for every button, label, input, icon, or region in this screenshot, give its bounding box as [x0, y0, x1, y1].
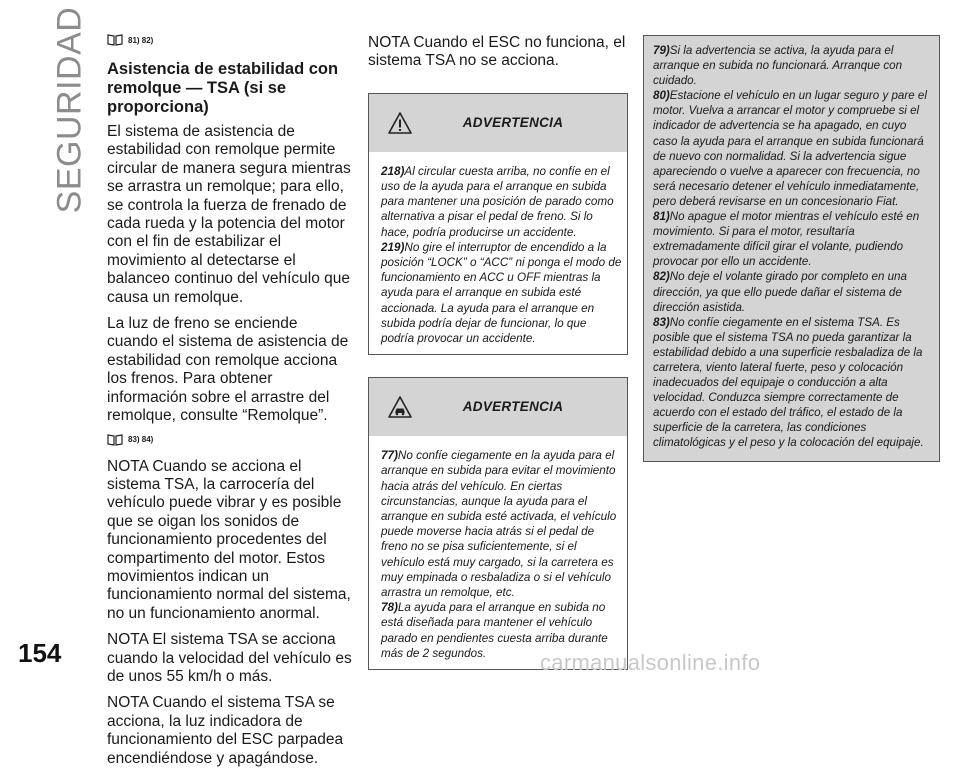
warning-item-number: 219): [381, 240, 405, 254]
warning-title: ADVERTENCIA: [462, 114, 564, 130]
warning-content: [369, 152, 627, 354]
watermark-text: carmanualsonline.info: [540, 650, 761, 675]
warning-item: [381, 240, 622, 346]
book-icon: [107, 34, 123, 46]
warning-box: [368, 377, 628, 670]
note-item: [653, 43, 933, 88]
note-item-text: No deje el volante girado por completo en una dirección, ya que ello puede dañar el sistema de dirección asistida.: [653, 270, 907, 314]
warning-content: [369, 436, 627, 669]
note-item: [653, 315, 933, 451]
note-item-text: Si la advertencia se activa, la ayuda para el arranque en subida no funcionará. Arranque con cuidado.: [653, 44, 903, 88]
note-item-number: 83): [653, 315, 670, 329]
section-heading: Asistencia de estabilidad con remolque — TSA (si se proporciona): [107, 60, 339, 116]
note-paragraph: NOTA Cuando el sistema TSA se acciona, la luz indicadora de funcionamiento del ESC parpadea encendiéndose y apagándose.: [107, 694, 344, 767]
column-1: [107, 34, 352, 776]
warning-header: [369, 94, 627, 152]
warning-item-number: 218): [381, 164, 405, 178]
note-item: [653, 269, 933, 314]
column-2: [368, 34, 628, 670]
column-3: [643, 35, 940, 462]
warning-item: [381, 164, 622, 240]
note-item-number: 82): [653, 270, 670, 284]
note-item: [653, 88, 933, 209]
page-number: 154: [18, 638, 62, 668]
warning-box: [368, 93, 628, 355]
note-item-text: No apague el motor mientras el vehículo esté en movimiento. Si para el motor, resultaría extremadamente difícil girar el volante, pudiendo provocar por ello un accidente.: [653, 210, 920, 269]
warning-item-number: 78): [381, 601, 398, 615]
note-item-text: Estacione el vehículo en un lugar seguro y pare el motor. Vuelva a arrancar el motor y compruebe si el indicador de advertencia se ha apagado, en cuyo caso la ayuda para el arranque en subida funcionará de nuevo con normalidad. Si la advertencia sigue apareciendo o vuelve a aparecer con frecuencia, no será necesario detener el vehículo inmediatamente, pero deberá revisarse en un concesionario Fiat.: [653, 89, 927, 208]
reference-marker-mid: [107, 434, 352, 446]
paragraph: La luz de freno se enciende cuando el sistema de asistencia de estabilidad con remolque acciona los frenos. Para obtener información sobre el arrastre del remolque, consulte “Remolque”.: [107, 315, 349, 425]
warning-item-text: Al circular cuesta arriba, no confíe en el uso de la ayuda para el arranque en subida para mantener una posición de parado como alternativa a pisar el pedal de freno. Si lo hace, podría producirse un accidente.: [381, 164, 614, 239]
note-item-number: 79): [653, 44, 670, 57]
note-paragraph: NOTA Cuando se acciona el sistema TSA, la carrocería del vehículo puede vibrar y es posible que se oigan los sonidos de funcionamiento procedentes del compartimento del motor. Estos movimientos indican un funcionamiento normal del sistema, no un funcionamiento anormal.: [107, 457, 351, 622]
book-icon: [107, 434, 123, 446]
warning-item-text: No confíe ciegamente en la ayuda para el arranque en subida para evitar el movimiento hacia atrás del vehículo. En ciertas circunstancias, aunque la ayuda para el arranque en subida esté activada, el vehículo puede moverse hacia atrás si el pedal de freno no se pisa suficientemente, si el vehículo está muy cargado, si la carretera es muy empinada o resbaladiza o si el vehículo arrastra un remolque, etc.: [381, 449, 617, 600]
reference-numbers: 81) 82): [128, 35, 154, 45]
warning-item-number: 77): [381, 449, 398, 463]
paragraph: El sistema de asistencia de estabilidad con remolque permite circular de manera segura mientras se arrastra un remolque; para ello, se controla la fuerza de frenado de cada rueda y la potencia del motor con el fin de estabilizar el movimiento al detectarse el balanceo continuo del vehículo que causa un remolque.: [107, 123, 351, 306]
warning-item: [381, 448, 622, 600]
note-item-number: 80): [653, 89, 670, 103]
warning-item-text: La ayuda para el arranque en subida no está diseñada para mantener el vehículo parado en pendientes cuesta arriba durante más de 2 segundos.: [381, 601, 608, 660]
warning-item-text: No gire el interruptor de encendido a la posición “LOCK” o “ACC” ni ponga el modo de funcionamiento en ACC u OFF mientras la ayuda para el arranque en subida esté accionada. La ayuda para el arranque en subida podría dejar de funcionar, lo que podría provocar un accidente.: [381, 240, 622, 346]
note-item: [653, 209, 933, 269]
reference-marker-top: [107, 34, 352, 46]
note-item-text: No confíe ciegamente en el sistema TSA. Es posible que el sistema TSA no pueda garantizar la estabilidad debido a una superficie resbaladiza de la carretera, viento lateral fuerte, peso y colocación inadecuados del equipaje o conducción a alta velocidad. Conduzca siempre correctamente de acuerdo con el estado del tráfico, el estado de la superficie de la carretera, las condiciones climatológicas y el peso y la colocación del equipaje.: [653, 315, 924, 450]
notes-box: [643, 35, 940, 462]
warning-header: [369, 378, 627, 436]
note-paragraph: NOTA Cuando el ESC no funciona, el sistema TSA no se acciona.: [368, 34, 626, 70]
reference-numbers: 83) 84): [128, 435, 154, 444]
side-title-text: SEGURIDAD: [50, 6, 89, 214]
warning-title: ADVERTENCIA: [462, 399, 564, 415]
note-item-number: 81): [653, 210, 670, 224]
section-side-title: [46, 6, 94, 214]
note-paragraph: NOTA El sistema TSA se acciona cuando la velocidad del vehículo es de unos 55 km/h o más.: [107, 631, 352, 685]
